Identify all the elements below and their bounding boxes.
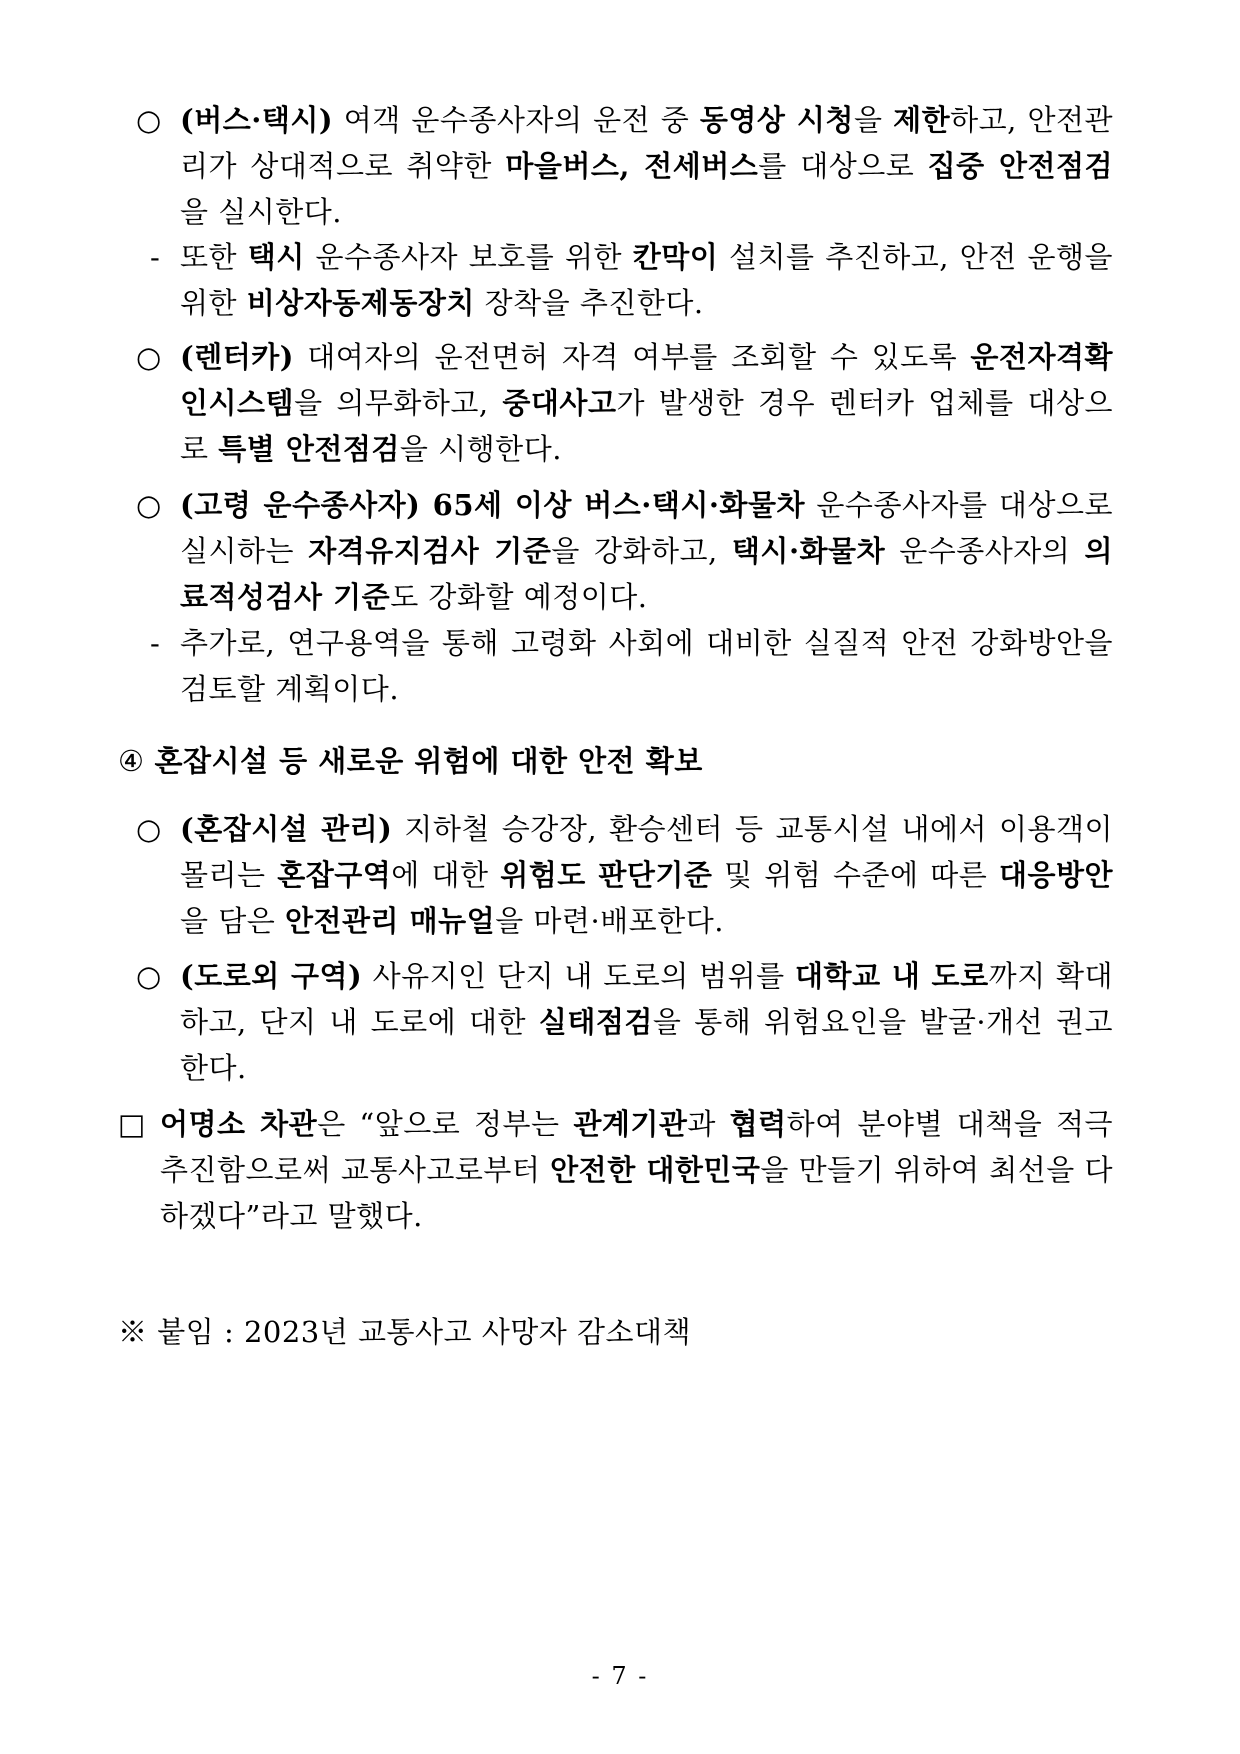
bold-phrase: 택시 [247, 240, 305, 274]
dash-bullet: - [150, 626, 161, 660]
crowd-facility-item [136, 806, 1114, 944]
text-run: 에 대한 [391, 858, 501, 892]
bold-phrase: 동영상 시청 [699, 103, 854, 137]
section-title: 혼잡시설 등 새로운 위험에 대한 안전 확보 [154, 744, 703, 778]
bold-phrase: 운전자격확인시스템 [180, 340, 1113, 420]
off-road-area-text [180, 959, 1113, 1085]
text-run: 을 강화하고, [551, 534, 732, 568]
dash-bullet: - [150, 240, 161, 274]
text-run: 장착을 추진한다. [474, 286, 704, 320]
bold-phrase: (렌터카) [180, 340, 294, 374]
bold-phrase: 안전관리 매뉴얼 [284, 904, 496, 938]
circle-bullet: ○ [136, 959, 162, 993]
circle-bullet: ○ [136, 488, 162, 522]
bold-phrase: (고령 운수종사자) 65세 이상 버스·택시·화물차 [180, 488, 805, 522]
bold-phrase: 위험도 판단기준 [500, 858, 713, 892]
text-run: 을 의무화하고, [294, 386, 503, 420]
bold-phrase: 비상자동제동장치 [246, 286, 475, 320]
bold-phrase: 중대사고 [502, 386, 617, 420]
text-run: 운수종사자 보호를 위한 [304, 240, 633, 274]
elderly-driver-text [180, 488, 1113, 614]
text-run: 대여자의 운전면허 자격 여부를 조회할 수 있도록 [294, 340, 971, 374]
section-number: ④ [118, 744, 145, 778]
text-run: 추가로, 연구용역을 통해 고령화 사회에 대비한 실질적 안전 강화방안을 검토할 계획이다. [180, 626, 1113, 706]
text-run: 운수종사자의 [885, 534, 1085, 568]
text-run: 지하철 승강장, 환승센터 등 교통시설 내에서 이용객이 몰리는 [180, 812, 1114, 892]
text-run: 설치를 추진하고, 안전 운행을 위한 [180, 240, 1113, 320]
bold-phrase: 어명소 차관 [160, 1107, 318, 1141]
rental-car-item [136, 334, 1113, 472]
bold-phrase: 집중 안전점검 [927, 149, 1114, 183]
circle-bullet: ○ [136, 340, 162, 374]
bold-phrase: (버스·택시) [180, 103, 334, 137]
taxi-partition-text [180, 240, 1113, 320]
text-run: 은 “앞으로 정부는 [317, 1107, 574, 1141]
bold-phrase: 자격유지검사 기준 [308, 534, 552, 568]
section-heading [118, 738, 1118, 784]
text-run: 을 통해 위험요인을 발굴·개선 권고한다. [180, 1005, 1113, 1085]
text-run: 을 마련·배포한다. [495, 904, 724, 938]
bold-phrase: 혼잡구역 [277, 858, 392, 892]
text-run: 운수종사자를 대상으로 실시하는 [180, 488, 1113, 568]
elderly-driver-item [136, 482, 1113, 620]
text-run: 도 강화할 예정이다. [390, 580, 648, 614]
text-run: 을 [853, 103, 894, 137]
text-run: 을 시행한다. [399, 432, 562, 466]
text-run: 까지 확대하고, 단지 내 도로에 대한 [180, 959, 1114, 1039]
bold-phrase: 안전한 대한민국 [550, 1153, 761, 1187]
bus-taxi-item [136, 97, 1114, 235]
text-run: 하고, 안전관리가 상대적으로 취약한 [180, 103, 1114, 183]
bold-phrase: (도로외 구역) [180, 959, 363, 993]
bold-phrase: 의료적성검사 기준 [180, 534, 1113, 614]
bus-taxi-text [180, 103, 1113, 229]
bold-phrase: 실태점검 [538, 1005, 653, 1039]
text-run: 및 위험 수준에 따른 [712, 858, 999, 892]
bold-phrase: 칸막이 [632, 240, 719, 274]
bold-phrase: 제한 [893, 103, 951, 137]
bold-phrase: 택시·화물차 [731, 534, 886, 568]
vice-minister-quote [118, 1101, 1113, 1239]
text-run: 을 담은 [180, 904, 285, 938]
off-road-area-item [136, 953, 1114, 1091]
text-run: 를 대상으로 [758, 149, 928, 183]
bold-phrase: 대응방안 [998, 858, 1113, 892]
taxi-partition-item [150, 234, 1113, 326]
circle-bullet: ○ [136, 812, 162, 846]
bold-phrase: 특별 안전점검 [218, 432, 400, 466]
vice-minister-quote-text [160, 1107, 1113, 1233]
text-run: 을 실시한다. [180, 195, 343, 229]
bold-phrase: 마을버스, 전세버스 [505, 149, 759, 183]
text-run: 사유지인 단지 내 도로의 범위를 [362, 959, 796, 993]
square-bullet: □ [118, 1107, 146, 1141]
text-run: 을 만들기 위하여 최선을 다하겠다”라고 말했다. [160, 1153, 1113, 1233]
text-run: 하여 분야별 대책을 적극 추진함으로써 교통사고로부터 [160, 1107, 1113, 1187]
crowd-facility-text [180, 812, 1113, 938]
text-run: 여객 운수종사자의 운전 중 [333, 103, 700, 137]
page-number: - 7 - [591, 1662, 649, 1690]
circle-bullet: ○ [136, 103, 162, 137]
bold-phrase: 관계기관 [573, 1107, 688, 1141]
bold-phrase: 대학교 내 도로 [795, 959, 989, 993]
research-plan-item [150, 620, 1113, 712]
bold-phrase: (혼잡시설 관리) [180, 812, 393, 846]
text-run: 또한 [180, 240, 248, 274]
text-run: 과 [687, 1107, 730, 1141]
text-run: 가 발생한 경우 렌터카 업체를 대상으로 [180, 386, 1113, 466]
bold-phrase: 협력 [729, 1107, 787, 1141]
attachment-note: ※ 붙임 : 2023년 교통사고 사망자 감소대책 [118, 1315, 692, 1349]
research-plan-text [180, 626, 1113, 706]
rental-car-text [180, 340, 1113, 466]
